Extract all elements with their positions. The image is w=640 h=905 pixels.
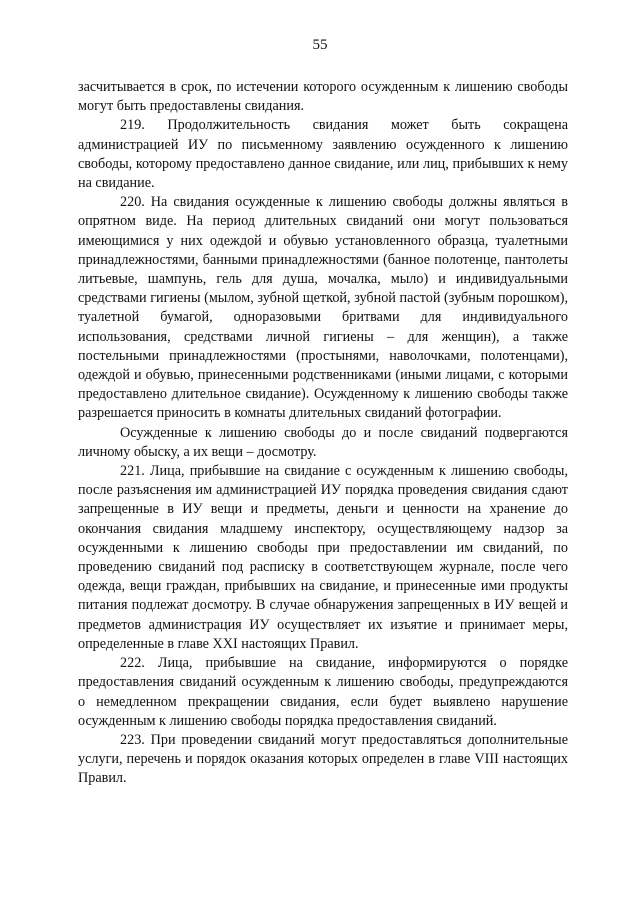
paragraph-220: 220. На свидания осужденные к лишению свободы должны являться в опрятном виде. На период длительных свиданий они могут пользоваться имеющимися у них одеждой и обувью установленного образца, туалетными принадлежностями, банными принадлежностями (банное полотенце, пантолеты литьевые, шампунь, гель для душа, мочалка, мыло) и индивидуальными средствами гигиены (мылом, зубной щеткой, зубной пастой (зубным порошком), туалетной бумагой, одноразовыми бритвами для индивидуального использования, средствами личной гигиены – для женщин), а также постельными принадлежностями (простынями, наволочками, полотенцами), одеждой и обувью, принесенными родственниками (иными лицами, с которыми предоставлено длительное свидание). Осужденному к лишению свободы также разрешается приносить в комнаты длительных свиданий фотографии. [78, 194, 568, 422]
paragraph-219: 219. Продолжительность свидания может быть сокращена администрацией ИУ по письменному заявлению осужденного к лишению свободы, которому предоставлено данное свидание, или лиц, прибывших к нему на свидание. [78, 117, 568, 192]
paragraph-223: 223. При проведении свиданий могут предоставляться дополнительные услуги, перечень и порядок оказания которых определен в главе VIII настоящих Правил. [78, 731, 568, 787]
document-body [78, 78, 568, 789]
paragraph-222: 222. Лица, прибывшие на свидание, информируются о порядке предоставления свиданий осужденным к лишению свободы, предупреждаются о немедленном прекращении свидания, если будет выявлено нарушение осужденным к лишению свободы порядка предоставления свиданий. [78, 655, 568, 729]
paragraph-221: 221. Лица, прибывшие на свидание с осужденным к лишению свободы, после разъяснения им администрацией ИУ порядка проведения свидания сдают запрещенные в ИУ вещи и предметы, деньги и ценности на хранение до окончания свидания младшему инспектору, осуществляющему надзор за осужденными к лишению свободы при предоставлении им свиданий, по проведению свиданий под расписку в соответствующем журнале, после чего одежда, вещи граждан, прибывших на свидание, и принесенные ими продукты питания подлежат досмотру. В случае обнаружения запрещенных в ИУ вещей и предметов администрация ИУ осуществляет их изъятие и принимает меры, определенные в главе XXI настоящих Правил. [78, 463, 568, 652]
paragraph-220-search: Осужденные к лишению свободы до и после свиданий подвергаются личному обыску, а их вещи – досмотру. [78, 424, 568, 460]
paragraph-continuation: засчитывается в срок, по истечении которого осужденным к лишению свободы могут быть предоставлены свидания. [78, 79, 568, 115]
page-number: 55 [312, 37, 328, 53]
